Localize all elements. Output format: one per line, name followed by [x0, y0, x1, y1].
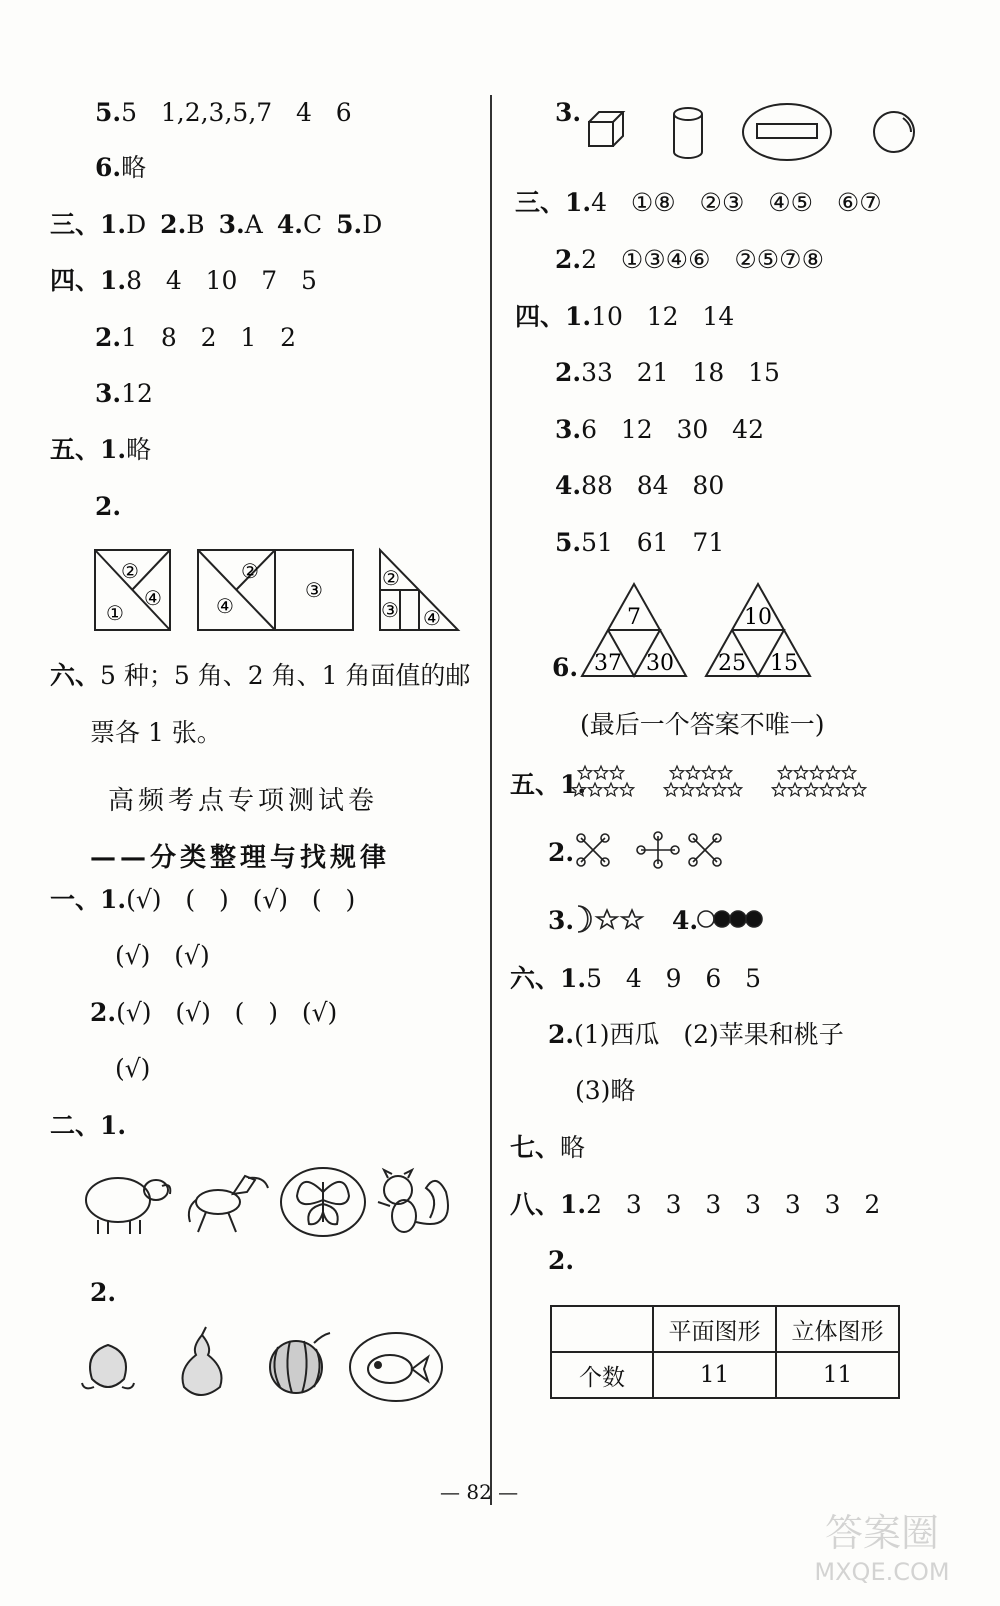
squirrel-icon — [378, 1170, 448, 1232]
star-icon — [686, 766, 699, 779]
star-icon — [610, 766, 623, 779]
star-icon-group — [572, 766, 865, 796]
right-q3: 3. — [555, 98, 582, 127]
left-section-6-line-2: 票各 1 张。 — [90, 718, 222, 747]
shape-label: ② — [382, 566, 400, 590]
right-section-5-line-3: 3. — [548, 906, 575, 935]
table-header-cell — [551, 1306, 653, 1352]
star-icon — [772, 783, 785, 796]
star-pattern-figure — [575, 763, 895, 803]
cuboid-in-oval-icon — [743, 104, 831, 160]
dot-pattern-figure — [575, 832, 745, 872]
right-section-5-line-4: 4. — [672, 906, 699, 935]
star-icon — [794, 766, 807, 779]
triangle-top-value: 7 — [627, 605, 641, 630]
star-icon — [842, 766, 855, 779]
shape-count-table — [550, 1305, 900, 1399]
star-icon — [804, 783, 817, 796]
table-row — [551, 1306, 899, 1352]
star-icon — [820, 783, 833, 796]
left-q5: 5.5 1,2,3,5,7 4 6 — [95, 98, 352, 127]
shape-label: ① — [106, 601, 124, 625]
table-cell: 11 — [776, 1352, 899, 1398]
right-section-5-line-2: 2. — [548, 838, 575, 867]
left-section-4-line-1: 四、1.8 4 10 7 5 — [50, 266, 317, 295]
right-section-4-line-2: 2.33 21 18 15 — [555, 358, 780, 387]
cube-icon — [589, 112, 623, 146]
cylinder-icon — [674, 108, 702, 158]
left-section-1-line-4: (√) — [115, 1054, 151, 1083]
star-icon — [620, 783, 633, 796]
filled-circle-icon — [730, 911, 746, 927]
x-dots-icon — [577, 834, 609, 866]
right-note: (最后一个答案不唯一) — [580, 710, 825, 739]
star-icon — [778, 766, 791, 779]
star-icon — [588, 783, 601, 796]
left-section-2-line-1: 二、1. — [50, 1111, 127, 1140]
filled-circle-icon — [746, 911, 762, 927]
number-triangles-figure — [578, 580, 828, 680]
star-icon — [594, 766, 607, 779]
plus-dots-icon — [637, 832, 679, 868]
sheep-icon — [86, 1178, 170, 1234]
butterfly-icon — [281, 1168, 365, 1236]
right-section-8-line-2: 2. — [548, 1246, 575, 1275]
star-icon — [712, 783, 725, 796]
svg-text:MXQE.COM: MXQE.COM — [814, 1558, 950, 1586]
right-section-5-line-1: 五、1. — [510, 770, 587, 799]
peach-icon — [82, 1345, 134, 1388]
right-section-3-line-2: 2.2 ①③④⑥ ②⑤⑦⑧ — [555, 245, 824, 274]
star-icon — [680, 783, 693, 796]
star-icon — [597, 910, 617, 928]
shape-label: ④ — [216, 594, 234, 618]
empty-circle-icon — [698, 911, 714, 927]
left-section-1-line-3: 2.(√) (√) ( ) (√) — [90, 998, 338, 1027]
right-section-4-line-6: 6. — [552, 653, 579, 682]
star-icon — [670, 766, 683, 779]
star-icon — [696, 783, 709, 796]
left-section-3: 三、1.D 2.B 3.A 4.C 5.D — [50, 210, 383, 239]
sphere-icon — [874, 112, 914, 152]
filled-circle-icon — [714, 911, 730, 927]
triangle-top-value: 10 — [744, 605, 772, 630]
shape-label: ③ — [381, 598, 399, 622]
star-icon — [718, 766, 731, 779]
watermelon-icon — [270, 1333, 330, 1393]
animals-figure — [78, 1162, 468, 1242]
divided-shapes-figure — [90, 545, 470, 635]
solids-figure — [585, 100, 925, 165]
star-icon — [852, 783, 865, 796]
table-row — [551, 1352, 899, 1398]
left-section-1-line-2: (√) (√) — [115, 941, 210, 970]
table-header-cell: 平面图形 — [653, 1306, 776, 1352]
shape-label: ④ — [144, 586, 162, 610]
table-cell: 个数 — [551, 1352, 653, 1398]
left-section-6-line-1: 六、5 种；5 角、2 角、1 角面值的邮 — [50, 661, 471, 690]
star-icon — [826, 766, 839, 779]
star-icon — [604, 783, 617, 796]
star-icon — [572, 783, 585, 796]
star-icon — [836, 783, 849, 796]
shape-label: ④ — [423, 606, 441, 630]
right-section-7: 七、略 — [510, 1133, 586, 1162]
right-section-6-line-3: (3)略 — [575, 1076, 636, 1105]
shape-label: ② — [121, 559, 139, 583]
shape-label: ③ — [305, 578, 323, 602]
right-section-6-line-2: 2.(1)西瓜 (2)苹果和桃子 — [548, 1020, 844, 1049]
star-icon — [622, 910, 642, 928]
left-section-5-line-1: 五、1.略 — [50, 435, 152, 464]
triangle-left-value: 25 — [718, 651, 746, 676]
shape-label: ② — [241, 559, 259, 583]
right-section-4-line-5: 5.51 61 71 — [555, 528, 725, 557]
horse-icon — [189, 1176, 268, 1232]
left-section-1-line-1: 一、1.(√) ( ) (√) ( ) — [50, 885, 356, 914]
page-title: 高频考点专项测试卷 — [108, 786, 379, 816]
right-section-6-line-1: 六、1.5 4 9 6 5 — [510, 964, 762, 993]
star-icon — [578, 766, 591, 779]
left-section-4-line-3: 3.12 — [95, 379, 153, 408]
fish-icon — [350, 1333, 442, 1401]
left-q6: 6.略 — [95, 153, 147, 182]
left-section-5-line-2: 2. — [95, 492, 122, 521]
triangle-right-value: 15 — [770, 651, 798, 676]
svg-text:答案圈: 答案圈 — [824, 1511, 940, 1555]
right-section-4-line-3: 3.6 12 30 42 — [555, 415, 764, 444]
moon-icon — [578, 906, 591, 932]
table-cell: 11 — [653, 1352, 776, 1398]
watermark-logo — [792, 1504, 972, 1588]
left-section-4-line-2: 2.1 8 2 1 2 — [95, 323, 296, 352]
fruits-figure — [78, 1325, 468, 1405]
triangle-right-value: 30 — [646, 651, 674, 676]
star-icon — [702, 766, 715, 779]
star-icon — [788, 783, 801, 796]
circles-figure — [696, 906, 766, 932]
page-number: — 82 — — [440, 1480, 519, 1504]
left-section-2-line-2: 2. — [90, 1278, 117, 1307]
right-section-8-line-1: 八、1.2 3 3 3 3 3 3 2 — [510, 1190, 881, 1219]
star-icon — [664, 783, 677, 796]
x-dots-icon — [689, 834, 721, 866]
right-section-4-line-4: 4.88 84 80 — [555, 471, 725, 500]
table-header-cell: 立体图形 — [776, 1306, 899, 1352]
star-icon — [728, 783, 741, 796]
star-icon — [810, 766, 823, 779]
page-subtitle: ——分类整理与找规律 — [90, 843, 391, 873]
right-section-4-line-1: 四、1.10 12 14 — [515, 302, 735, 331]
column-divider — [490, 95, 492, 1505]
right-section-3-line-1: 三、1.4 ①⑧ ②③ ④⑤ ⑥⑦ — [515, 188, 882, 217]
triangle-left-value: 37 — [594, 651, 622, 676]
pear-icon — [183, 1327, 222, 1395]
